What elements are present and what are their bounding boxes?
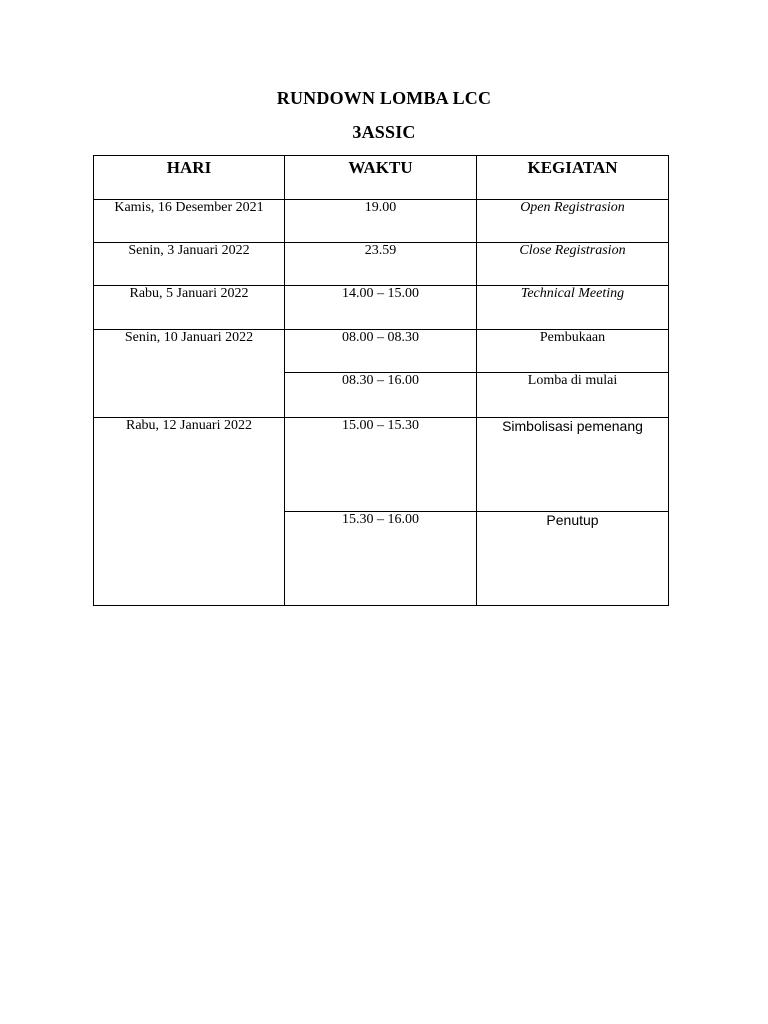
rundown-table	[93, 155, 669, 606]
cell-waktu: 23.59	[285, 243, 477, 286]
cell-waktu: 15.30 – 16.00	[285, 512, 477, 606]
cell-kegiatan: Technical Meeting	[477, 286, 669, 330]
header-kegiatan: KEGIATAN	[477, 156, 669, 200]
cell-waktu: 14.00 – 15.00	[285, 286, 477, 330]
cell-hari: Kamis, 16 Desember 2021	[94, 200, 285, 243]
table-row	[94, 418, 669, 512]
table-row	[94, 330, 669, 373]
cell-kegiatan: Open Registrasion	[477, 200, 669, 243]
cell-waktu: 15.00 – 15.30	[285, 418, 477, 512]
table-row	[94, 243, 669, 286]
cell-waktu: 08.30 – 16.00	[285, 373, 477, 418]
page-title: RUNDOWN LOMBA LCC	[276, 88, 492, 108]
cell-hari: Rabu, 12 Januari 2022	[94, 418, 285, 606]
cell-waktu: 19.00	[285, 200, 477, 243]
cell-waktu: 08.00 – 08.30	[285, 330, 477, 373]
table-row	[94, 286, 669, 330]
table-row	[94, 200, 669, 243]
cell-kegiatan: Close Registrasion	[477, 243, 669, 286]
cell-hari: Senin, 10 Januari 2022	[94, 330, 285, 418]
cell-kegiatan: Lomba di mulai	[477, 373, 669, 418]
cell-hari: Rabu, 5 Januari 2022	[94, 286, 285, 330]
header-hari: HARI	[94, 156, 285, 200]
page-subtitle: 3ASSIC	[352, 122, 416, 142]
cell-kegiatan: Simbolisasi pemenang	[477, 418, 669, 512]
cell-kegiatan: Penutup	[477, 512, 669, 606]
cell-kegiatan: Pembukaan	[477, 330, 669, 373]
cell-hari: Senin, 3 Januari 2022	[94, 243, 285, 286]
header-waktu: WAKTU	[285, 156, 477, 200]
table-header-row	[94, 156, 669, 200]
